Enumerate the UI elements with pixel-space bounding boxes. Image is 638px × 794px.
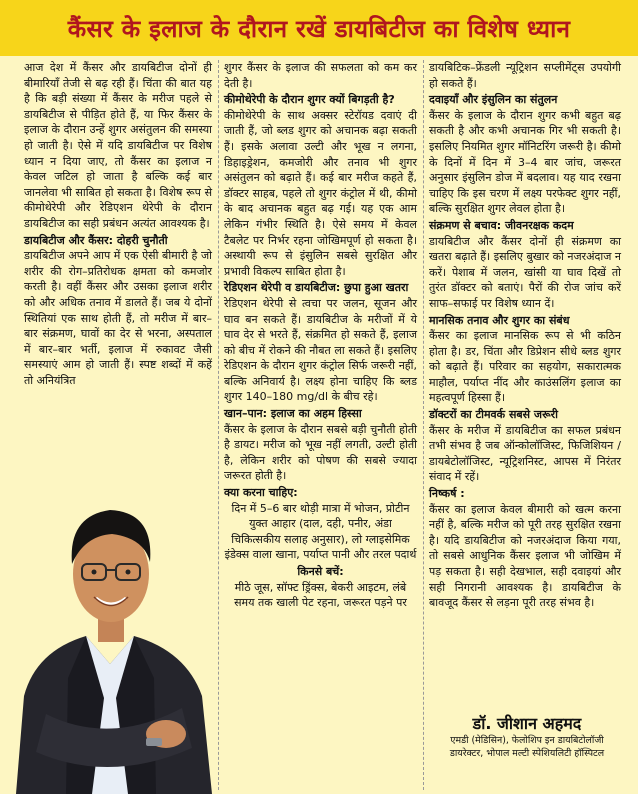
headline-banner	[0, 0, 638, 56]
paragraph: दिन में 5–6 बार थोड़ी मात्रा में भोजन, प्रोटीन युक्त आहार (दाल, दही, पनीर, अंडा चिकित्सकीय सलाह अनुसार), लो ग्लाइसेमिक इंडेक्स वाला खाना, पर्याप्त पानी और तरल पदार्थ	[224, 501, 417, 562]
column-1	[24, 60, 212, 389]
section-heading: डायबिटीज और कैंसर: दोहरी चुनौती	[24, 233, 168, 247]
section-heading: डॉक्टरों का टीमवर्क सबसे जरूरी	[429, 408, 558, 422]
column-2	[224, 60, 417, 612]
author-credential: एमडी (मेडिसिन), फेलोशिप इन डायबिटोलॉजी	[450, 735, 604, 746]
doctor-portrait-illustration	[6, 446, 218, 794]
column-divider	[218, 60, 219, 790]
paragraph: कैंसर के इलाज के दौरान शुगर कभी बहुत बढ़ सकती है और कभी अचानक गिर भी सकती है। इसलिए नियमित शुगर मॉनिटरिंग जरूरी है। कीमो के दिनों में दिन में 3–4 बार जांच, जरूरत अनुसार इंसुलिन डोज में बदलाव। यह याद रखना चाहिए कि इस चरण में लक्ष्य परफेक्ट शुगर नहीं, बल्कि सुरक्षित शुगर लेवल होता है।	[429, 108, 621, 216]
section-heading: किनसे बचें:	[297, 565, 344, 578]
section-heading: क्या करना चाहिए:	[224, 486, 298, 500]
author-designation: डायरेक्टर, भोपाल मल्टी स्पेशियलिटी हॉस्पिटल	[449, 748, 605, 759]
doctor-photo	[6, 446, 218, 794]
section-heading: खान–पान: इलाज का अहम हिस्सा	[224, 407, 362, 421]
section-heading: निष्कर्ष :	[429, 487, 465, 501]
paragraph: कीमोथेरेपी के साथ अक्सर स्टेरॉयड दवाएं दी जाती हैं, जो ब्लड शुगर को अचानक बढ़ा सकती हैं। इसके अलावा उल्टी और भूख न लगना, डिहाइड्रेशन, कमजोरी और तनाव भी शुगर असंतुलन को बढ़ाते हैं। कई बार मरीज कहते हैं, डॉक्टर साहब, पहले तो शुगर कंट्रोल में थी, कीमो के बाद अचानक बहुत बढ़ गई। यह एक आम लेकिन गंभीर स्थिति है। ऐसे समय में केवल टैबलेट पर निर्भर रहना जोखिमपूर्ण हो सकता है। अस्थायी रूप से इंसुलिन सबसे सुरक्षित और प्रभावी विकल्प साबित होता है।	[224, 108, 417, 278]
paragraph: कैंसर के मरीज में डायबिटीज का सफल प्रबंधन तभी संभव है जब ऑन्कोलॉजिस्ट, फिजिशियन / डायबेटोलॉजिस्ट, न्यूट्रिशनिस्ट, आपस में निरंतर संवाद में रहें।	[429, 423, 621, 484]
section-heading: कीमोथेरेपी के दौरान शुगर क्यों बिगड़ती है?	[224, 93, 395, 107]
paragraph: डायबिटीज और कैंसर दोनों ही संक्रमण का खतरा बढ़ाते हैं। इसलिए बुखार को नजरअंदाज न करें। पेशाब में जलन, खांसी या घाव दिखें तो तुरंत डॉक्टर को बताएं। पैरों की रोज जांच करें साफ–सफाई पर विशेष ध्यान दें।	[429, 234, 621, 310]
paragraph: डायबिटिक–फ्रेंडली न्यूट्रिशन सप्लीमेंट्स उपयोगी हो सकते हैं।	[429, 61, 621, 90]
section-heading: मानसिक तनाव और शुगर का संबंध	[429, 313, 570, 327]
paragraph: मीठे जूस, सॉफ्ट ड्रिंक्स, बेकरी आइटम, लंबे समय तक खाली पेट रहना, जरूरत पड़ने पर	[234, 580, 407, 610]
paragraph: कैंसर के इलाज के दौरान सबसे बड़ी चुनौती होती है डायट। मरीज को भूख नहीं लगती, उल्टी होती है, लेकिन शरीर को पोषण की सबसे ज्यादा जरूरत होती है।	[224, 422, 417, 483]
headline: कैंसर के इलाज के दौरान रखें डायबिटीज का विशेष ध्यान	[67, 14, 571, 43]
column-3	[429, 60, 621, 612]
section-heading: संक्रमण से बचाव: जीवनरक्षक कदम	[429, 218, 574, 232]
column-divider	[423, 60, 424, 790]
section-heading: रेडिएशन थेरेपी व डायबिटीज: छुपा हुआ खतरा	[224, 281, 409, 295]
paragraph: शुगर कैंसर के इलाज की सफलता को कम कर देती है।	[224, 61, 417, 90]
paragraph: कैंसर का इलाज केवल बीमारी को खत्म करना नहीं है, बल्कि मरीज को पूरी तरह सुरक्षित रखना है। यदि डायबिटीज को नजरअंदाज किया गया, तो सबसे आधुनिक कैंसर इलाज भी जोखिम में पड़ सकता है। सही देखभाल, सही दवाइयां और सही निगरानी आवश्यक है। डायबिटीज के बावजूद कैंसर से लड़ना पूरी तरह संभव है।	[429, 502, 621, 610]
paragraph: डायबिटीज अपने आप में एक ऐसी बीमारी है जो शरीर की रोग–प्रतिरोधक क्षमता को कमजोर करती है। वहीं कैंसर और उसका इलाज शरीर को और अधिक तनाव में डालते हैं। जब ये दोनों स्थितियां एक साथ होती हैं, तो मरीज में बार–बार संक्रमण, घावों का देर से भरना, अस्पताल में बार–बार भर्ती, इलाज में रुकावट जैसी समस्याएं आम हो जाती हैं। स्पष्ट शब्दों में कहें तो अनियंत्रित	[24, 249, 212, 387]
author-byline	[429, 712, 625, 760]
section-heading: दवाइयाँ और इंसुलिन का संतुलन	[429, 93, 558, 107]
intro-paragraph: आज देश में कैंसर और डायबिटीज दोनों ही बीमारियाँ तेजी से बढ़ रही हैं। चिंता की बात यह है कि बड़ी संख्या में कैंसर के मरीज पहले से डायबिटीज से पीड़ित होते हैं, या फिर कैंसर के इलाज के दौरान उन्हें शुगर असंतुलन की समस्या हो जाती है। ऐसे में यदि डायबिटीज पर विशेष ध्यान न दिया जाए, तो कैंसर का इलाज न केवल जटिल हो जाता है बल्कि कई बार जानलेवा भी साबित हो सकता है। विशेष रूप से कीमोथेरेपी और रेडिएशन थेरेपी के दौरान डायबिटीज का सही प्रबंधन अत्यंत आवश्यक है।	[24, 61, 212, 230]
author-name: डॉ. जीशान अहमद	[472, 714, 582, 733]
paragraph: कैंसर का इलाज मानसिक रूप से भी कठिन होता है। डर, चिंता और डिप्रेशन सीधे ब्लड शुगर को बढ़ाते हैं। परिवार का सहयोग, सकारात्मक माहौल, पर्याप्त नींद और काउंसलिंग इलाज का महत्वपूर्ण हिस्सा हैं।	[429, 329, 621, 405]
paragraph: रेडिएशन थेरेपी से त्वचा पर जलन, सूजन और घाव बन सकते हैं। डायबिटीज के मरीजों में ये घाव देर से भरते हैं, संक्रमित हो सकते हैं, इलाज को बीच में रोकने की नौबत ला सकते हैं। इसलिए रेडिएशन के दौरान शुगर कंट्रोल सिर्फ जरूरी नहीं, बल्कि अनिवार्य है। लक्ष्य होना चाहिए कि ब्लड शुगर 140–180 mg/dl के बीच रहे।	[224, 296, 417, 404]
